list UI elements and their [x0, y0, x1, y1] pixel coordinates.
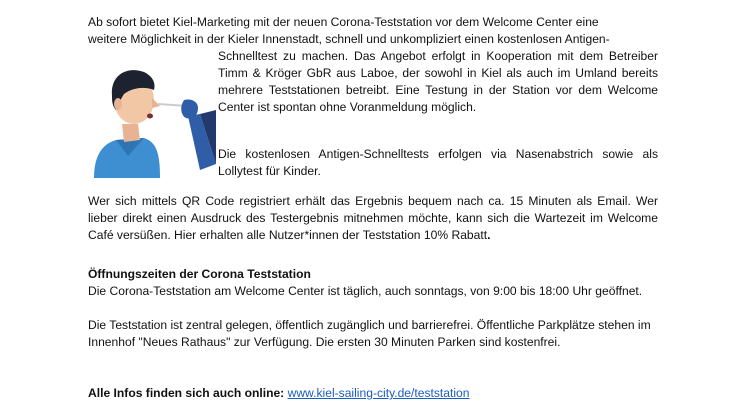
intro-line-1: Ab sofort bietet Kiel-Marketing mit der neuen Corona-Teststation vor dem Welcome Center eine	[88, 15, 599, 29]
intro-line-2: weitere Möglichkeit in der Kieler Innenstadt, schnell und unkompliziert einen kostenlosen Antigen-	[88, 32, 610, 46]
teststation-link[interactable]: www.kiel-sailing-city.de/teststation	[287, 386, 470, 400]
qr-paragraph-text: Wer sich mittels QR Code registriert erhält das Ergebnis bequem nach ca. 15 Minuten als Email. Wer lieber direkt einen Ausdruck des Testergebnis mitnehmen möchte, kann sich die Wartezeit im Welcome Café versüßen. Hier erhalten alle Nutzer*innen der Teststation 10% Rabatt	[88, 194, 658, 242]
intro-wrapped-text: Schnelltest zu machen. Das Angebot erfolgt in Kooperation mit dem Betreiber Timm & Kröger GbR aus Laboe, der sowohl in Kiel als auch im Umland bereits mehrere Teststationen betreibt. Eine Testung in der Station vor dem Welcome Center ist spontan ohne Voranmeldung möglich.	[218, 49, 658, 114]
online-info	[88, 385, 658, 402]
qr-paragraph	[88, 193, 658, 244]
hours-heading: Öffnungszeiten der Corona Teststation	[88, 267, 311, 281]
test-methods-text: Die kostenlosen Antigen-Schnelltests erfolgen via Nasenabstrich sowie als Lollytest für Kinder.	[218, 147, 658, 178]
nasal-swab-test-icon	[88, 60, 216, 178]
online-label: Alle Infos finden sich auch online:	[88, 386, 285, 400]
hours-text: Die Corona-Teststation am Welcome Center ist täglich, auch sonntags, von 9:00 bis 18:00 Uhr geöffnet.	[88, 284, 643, 298]
location-text: Die Teststation ist zentral gelegen, öffentlich zugänglich und barrierefrei. Öffentliche Parkplätze stehen im Innenhof "Neues Rathaus" zur Verfügung. Die ersten 30 Minuten Parken sind kostenfrei.	[88, 318, 651, 349]
qr-paragraph-end: .	[487, 228, 491, 242]
